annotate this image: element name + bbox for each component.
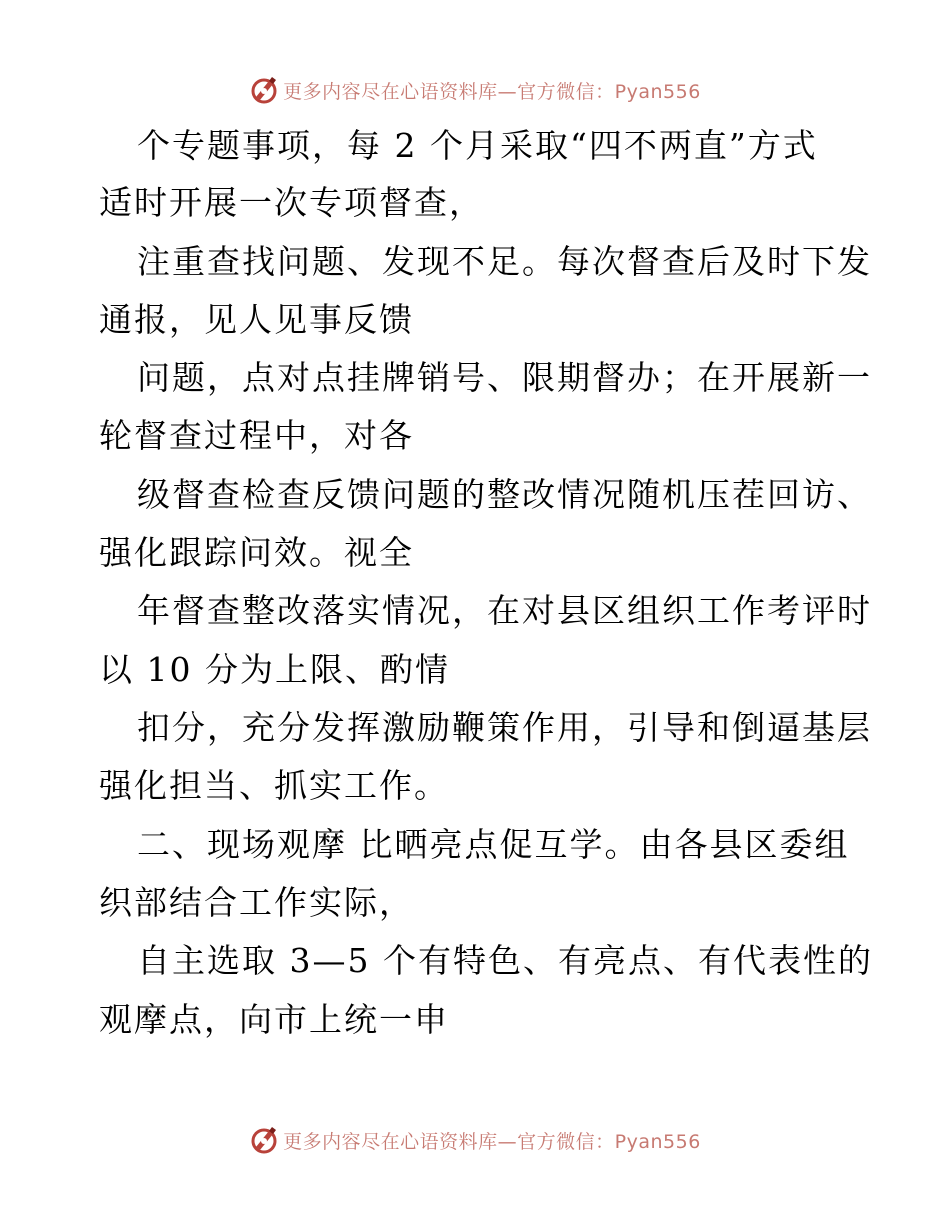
watermark-text: 更多内容尽在心语资料库—官方微信：Pyan556 (283, 80, 701, 103)
paragraph-8-line-2: 观摩点，向市上统一申 (99, 1000, 449, 1039)
paragraph-8-line-1: 自主选取 3—5 个有特色、有亮点、有代表性的 (137, 941, 873, 980)
watermark-header (0, 72, 950, 108)
paragraph-6-line-2: 强化担当、抓实工作。 (99, 766, 449, 805)
paragraph-3-line-1: 问题，点对点挂牌销号、限期督办；在开展新一 (137, 358, 872, 397)
paragraph-6-line-1: 扣分，充分发挥激励鞭策作用，引导和倒逼基层 (137, 708, 872, 747)
paragraph-4-line-2: 强化跟踪问效。视全 (99, 533, 414, 572)
watermark-text: 更多内容尽在心语资料库—官方微信：Pyan556 (283, 1130, 701, 1153)
paragraph-3-line-2: 轮督查过程中，对各 (99, 416, 414, 455)
paragraph-1-line-1: 个专题事项，每 2 个月采取“四不两直”方式 (137, 126, 818, 165)
watermark-logo-icon (249, 75, 279, 105)
paragraph-7-line-1: 二、现场观摩 比晒亮点促互学。由各县区委组 (137, 825, 850, 864)
paragraph-4-line-1: 级督查检查反馈问题的整改情况随机压茬回访、 (137, 475, 872, 514)
paragraph-2-line-2: 通报，见人见事反馈 (99, 300, 414, 339)
paragraph-5-line-2: 以 10 分为上限、酌情 (99, 650, 450, 689)
paragraph-7-line-2: 织部结合工作实际， (99, 883, 414, 922)
paragraph-2-line-1: 注重查找问题、发现不足。每次督查后及时下发 (137, 242, 872, 281)
watermark-logo-icon (249, 1125, 279, 1155)
paragraph-5-line-1: 年督查整改落实情况，在对县区组织工作考评时 (137, 591, 872, 630)
watermark-footer (0, 1122, 950, 1158)
paragraph-1-line-2: 适时开展一次专项督查， (99, 183, 484, 222)
